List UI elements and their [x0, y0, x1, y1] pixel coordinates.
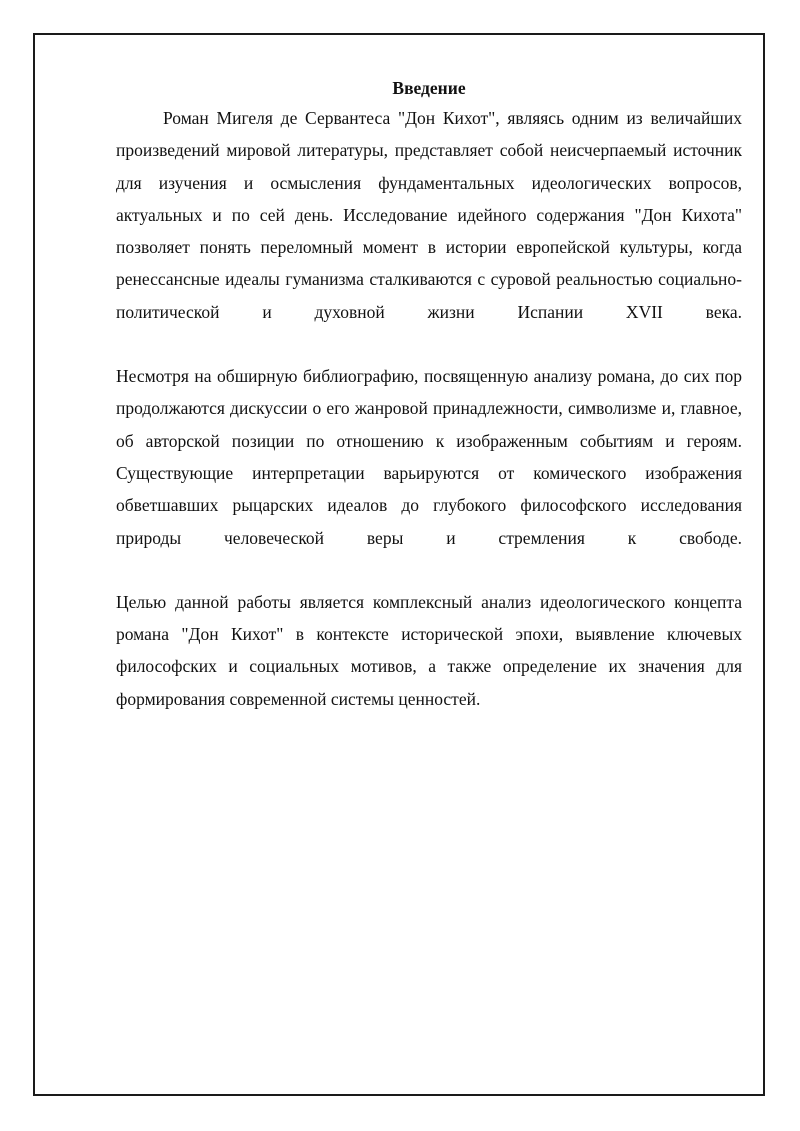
paragraph-intro: Роман Мигеля де Сервантеса "Дон Кихот", являясь одним из величайших произведений мировой литературы, представляет собой неисчерпаемый источник для изучения и осмысления фундаментальных идеологических вопросов, актуальных и по сей день. Исследование идейного содержания "Дон Кихота" позволяет понять переломный момент в истории европейской культуры, когда ренессансные идеалы гуманизма сталкиваются с суровой реальностью социально-политической и духовной жизни Испании XVII века. — [116, 108, 742, 322]
paragraph-discussion: Несмотря на обширную библиографию, посвященную анализу романа, до сих пор продолжаются дискуссии о его жанровой принадлежности, символизме и, главное, об авторской позиции по отношению к изображенным событиям и героям. Существующие интерпретации варьируются от комического изображения обветшавших рыцарских идеалов до глубокого философского исследования природы человеческой веры и стремления к свободе. — [116, 366, 742, 548]
document-body — [116, 76, 742, 747]
paragraph-goal: Целью данной работы является комплексный анализ идеологического концепта романа "Дон Кихот" в контексте исторической эпохи, выявление ключевых философских и социальных мотивов, а также определение их значения для формирования современной системы ценностей. — [116, 591, 742, 709]
document-title: Введение — [392, 78, 466, 98]
